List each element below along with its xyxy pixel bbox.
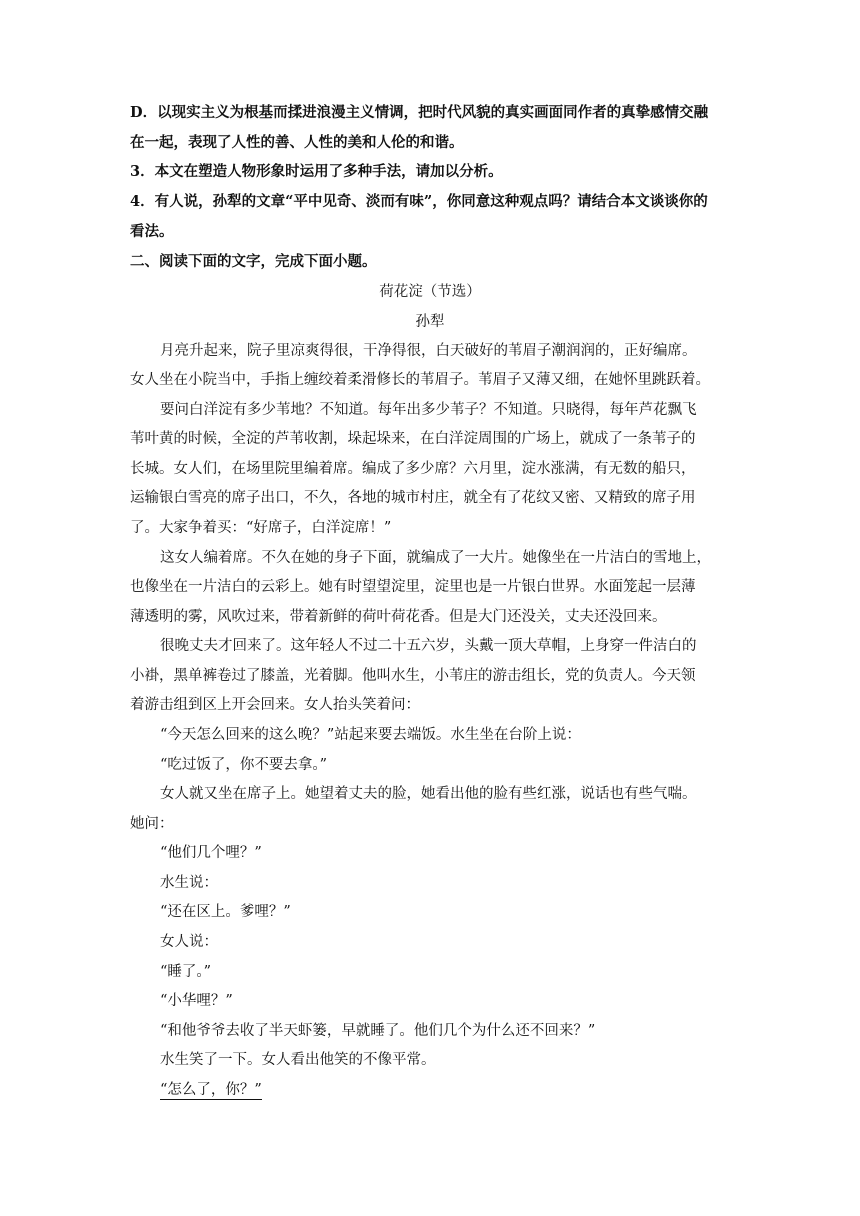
paragraph-line: 要问白洋淀有多少苇地？不知道。每年出多少苇子？不知道。只晓得，每年芦花飘飞	[160, 402, 697, 418]
paragraph-line: 这女人编着席。不久在她的身子下面，就编成了一大片。她像坐在一片洁白的雪地上，	[160, 550, 711, 566]
paragraph-line: 很晚丈夫才回来了。这年轻人不过二十五六岁，头戴一顶大草帽，上身穿一件洁白的	[160, 638, 697, 654]
paragraph-line: 了。大家争着买：“好席子，白洋淀席！”	[130, 520, 392, 536]
dialogue-line: 水生说：	[160, 875, 218, 891]
option-d-line-2: 在一起，表现了人性的善、人性的美和人伦的和谐。	[130, 134, 464, 151]
dialogue-line: “还在区上。爹哩？”	[160, 904, 291, 920]
dialogue-line: “吃过饭了，你不要去拿。”	[160, 757, 328, 773]
article-author: 孙犁	[415, 314, 445, 330]
underlined-dialogue-line	[160, 1080, 262, 1100]
paragraph-line: 女人坐在小院当中，手指上缠绞着柔滑修长的苇眉子。苇眉子又薄又细，在她怀里跳跃着。	[130, 372, 710, 388]
question-4-line-2: 看法。	[130, 223, 174, 240]
article-title: 荷花淀（节选）	[379, 284, 481, 300]
option-d-line-1: D．以现实主义为根基而揉进浪漫主义情调，把时代风貌的真实画面同作者的真挚感情交融	[130, 104, 709, 121]
paragraph-line: 运输银白雪亮的席子出口，不久，各地的城市村庄，就全有了花纹又密、又精致的席子用	[130, 490, 696, 506]
dialogue-line: 水生笑了一下。女人看出他笑的不像平常。	[160, 1052, 436, 1068]
dialogue-line: “和他爷爷去收了半天虾篓，早就睡了。他们几个为什么还不回来？”	[160, 1023, 596, 1039]
dialogue-line: 女人说：	[160, 934, 218, 950]
paragraph-line: 薄透明的雾，风吹过来，带着新鲜的荷叶荷花香。但是大门还没关，丈夫还没回来。	[130, 609, 667, 625]
question-3: 3．本文在塑造人物形象时运用了多种手法，请加以分析。	[130, 163, 503, 180]
paragraph-line: 也像坐在一片洁白的云彩上。她有时望望淀里，淀里也是一片银白世界。水面笼起一层薄	[130, 579, 696, 595]
paragraph-line: 小褂，黑单裤卷过了膝盖，光着脚。他叫水生，小苇庄的游击组长，党的负责人。今天领	[130, 668, 696, 684]
paragraph-line: 女人就又坐在席子上。她望着丈夫的脸，她看出他的脸有些红涨，说话也有些气喘。	[160, 786, 697, 802]
question-4-line-1: 4．有人说，孙犁的文章“平中见奇、淡而有味”，你同意这种观点吗？请结合本文谈谈你的	[130, 193, 708, 210]
underlined-text: “怎么了，你？”	[160, 1082, 262, 1098]
dialogue-line: “他们几个哩？”	[160, 845, 262, 861]
paragraph-line: 长城。女人们，在场里院里编着席。编成了多少席？六月里，淀水涨满，有无数的船只，	[130, 461, 696, 477]
paragraph-line: 她问：	[130, 816, 174, 832]
dialogue-line: “今天怎么回来的这么晚？”站起来要去端饭。水生坐在台阶上说：	[160, 727, 581, 743]
dialogue-line: “睡了。”	[160, 964, 212, 980]
paragraph-line: 苇叶黄的时候，全淀的芦苇收割，垛起垛来，在白洋淀周围的广场上，就成了一条苇子的	[130, 431, 696, 447]
section-2-heading: 二、阅读下面的文字，完成下面小题。	[130, 253, 377, 270]
paragraph-line: 月亮升起来，院子里凉爽得很，干净得很，白天破好的苇眉子潮润润的，正好编席。	[160, 343, 697, 359]
paragraph-line: 着游击组到区上开会回来。女人抬头笑着问：	[130, 697, 420, 713]
dialogue-line: “小华哩？”	[160, 993, 233, 1009]
